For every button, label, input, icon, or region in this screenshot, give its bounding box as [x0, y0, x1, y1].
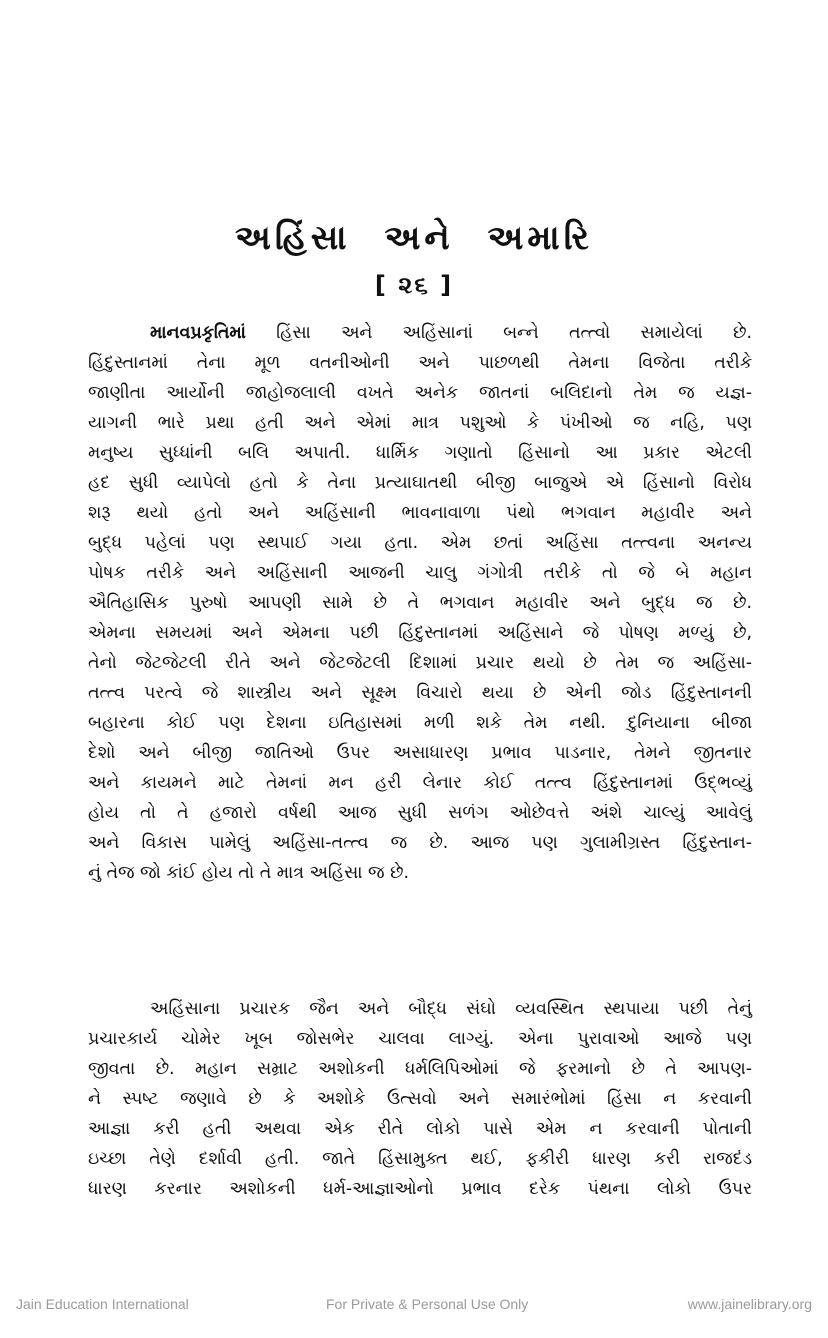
text-line: જીવતા છે. મહાન સમ્રાટ અશોકની ધર્મલિપિઓમાં જે ફરમાનો છે તે આપણ- — [88, 1059, 752, 1079]
text-line: એમના સમયમાં અને એમના પછી હિંદુસ્તાનમાં અહિંસાને જે પોષણ મળ્યું છે, — [88, 623, 752, 643]
text-line: અહિંસાના પ્રચારક જૈન અને બૌદ્ધ સંઘો વ્યવસ્થિત સ્થપાયા પછી તેનું — [150, 999, 752, 1019]
text-line: જાણીતા આર્યોની જાહોજલાલી વખતે અનેક જાતનાં બલિદાનો તેમ જ યજ્ઞ- — [88, 383, 752, 403]
text-line: હિંદુસ્તાનમાં તેના મૂળ વતનીઓની અને પાછળથી તેમના વિજેતા તરીકે — [88, 353, 752, 373]
chapter-number: [ ૨૬ ] — [374, 271, 454, 299]
text-line: માનવપ્રકૃતિમાં હિંસા અને અહિંસાનાં બન્ને તત્ત્વો સમાયેલાં છે. — [150, 323, 752, 343]
text-line: અને કાયમને માટે તેમનાં મન હરી લેનાર કોઈ તત્ત્વ હિંદુસ્તાનમાં ઉદ્ભવ્યું — [88, 773, 752, 793]
text-line: ઇચ્છા તેણે દર્શાવી હતી. જાતે હિંસામુક્ત થઈ, ફકીરી ધારણ કરી રાજદંડ — [88, 1149, 752, 1169]
text-line: યાગની ભારે પ્રથા હતી અને એમાં માત્ર પશુઓ કે પંખીઓ જ નહિ, પણ — [88, 413, 752, 433]
text-line: ધારણ કરનાર અશોકની ધર્મ-આજ્ઞાઓનો પ્રભાવ દરેક પંથના લોકો ઉપર — [88, 1179, 752, 1199]
text-line: મનુષ્ય સુધ્ધાંની બલિ અપાતી. ધાર્મિક ગણાતો હિંસાનો આ પ્રકાર એટલી — [88, 443, 752, 463]
footer-website: www.jainelibrary.org — [687, 1296, 812, 1312]
text-line: નું તેજ જો કાંઈ હોય તો તે માત્ર અહિંસા જ છે. — [88, 863, 409, 883]
paragraph-2 — [88, 994, 752, 1204]
text-line: તેનો જેટજેટલી રીતે અને જેટજેટલી દિશામાં પ્રચાર થયો છે તેમ જ અહિંસા- — [88, 653, 752, 673]
footer-usage-notice: For Private & Personal Use Only — [326, 1296, 529, 1312]
text-line: ને સ્પષ્ટ જણાવે છે કે અશોકે ઉત્સવો અને સમારંભોમાં હિંસા ન કરવાની — [88, 1089, 752, 1109]
paragraph-lead-word: માનવપ્રકૃતિમાં — [150, 323, 246, 343]
text-line: તત્ત્વ પરત્વે જે શાસ્ત્રીય અને સૂક્ષ્મ વિચારો થયા છે એની જોડ હિંદુસ્તાનની — [88, 683, 752, 703]
page-footer — [0, 1296, 828, 1318]
text-line: બહારના કોઈ પણ દેશના ઇતિહાસમાં મળી શકે તેમ નથી. દુનિયાના બીજા — [88, 713, 752, 733]
text-line: શરૂ થયો હતો અને અહિંસાની ભાવનાવાળા પંથો ભગવાન મહાવીર અને — [88, 503, 752, 523]
text-line: બુદ્ધ પહેલાં પણ સ્થપાઈ ગયા હતા. એમ છતાં અહિંસા તત્ત્વના અનન્ય — [88, 533, 752, 553]
chapter-title: અહિંસા અને અમારિ — [235, 218, 593, 258]
text-line: હોય તો તે હજારો વર્ષથી આજ સુધી સળંગ ઓછેવત્તે અંશે ચાલ્યું આવેલું — [88, 803, 752, 823]
text-line: પોષક તરીકે અને અહિંસાની આજની ચાલુ ગંગોત્રી તરીકે તો જે બે મહાન — [88, 563, 752, 583]
text-line: પ્રચારકાર્ય ચોમેર ખૂબ જોસભેર ચાલવા લાગ્યું. એના પુરાવાઓ આજે પણ — [88, 1029, 752, 1049]
text-line: આજ્ઞા કરી હતી અથવા એક રીતે લોકો પાસે એમ ન કરવાની પોતાની — [88, 1119, 752, 1139]
paragraph-1 — [88, 318, 752, 888]
text-line: દેશો અને બીજી જાતિઓ ઉપર અસાધારણ પ્રભાવ પાડનાર, તેમને જીતનાર — [88, 743, 752, 763]
text-line: ઐતિહાસિક પુરુષો આપણી સામે છે તે ભગવાન મહાવીર અને બુદ્ધ જ છે. — [88, 593, 752, 613]
text-line: હદ સુધી વ્યાપેલો હતો કે તેના પ્રત્યાઘાતથી બીજી બાજુએ એ હિંસાનો વિરોધ — [88, 473, 752, 493]
footer-publisher: Jain Education International — [16, 1296, 189, 1312]
text-line: અને વિકાસ પામેલું અહિંસા-તત્ત્વ જ છે. આજ પણ ગુલામીગ્રસ્ત હિંદુસ્તાન- — [88, 833, 752, 853]
